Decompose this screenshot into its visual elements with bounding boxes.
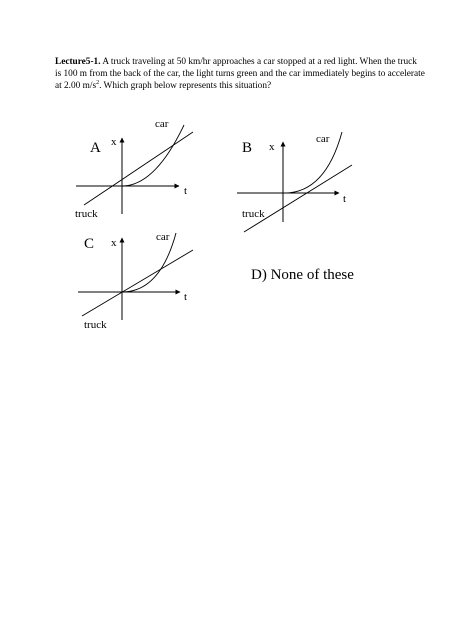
graph-a-car-label: car: [155, 118, 169, 130]
graph-b-car-curve: [283, 132, 342, 193]
graph-a-t-label: t: [184, 185, 188, 197]
graph-b-x-label: x: [269, 141, 275, 153]
graph-c-car-label: car: [156, 231, 170, 243]
question-exponent: 2: [96, 80, 100, 87]
option-d: D) None of these: [251, 267, 354, 283]
graph-a: [75, 118, 193, 220]
graph-c-truck-line: [82, 250, 193, 316]
graph-b-t-label: t: [343, 193, 347, 205]
graph-c: [78, 231, 193, 331]
graph-a-letter: A: [90, 140, 101, 156]
graph-a-x-label: x: [111, 136, 117, 148]
graph-a-car-curve: [122, 125, 184, 186]
graph-b-letter: B: [242, 140, 253, 156]
graph-b-truck-label: truck: [242, 208, 265, 220]
graph-c-truck-label: truck: [84, 319, 107, 331]
graph-c-t-label: t: [184, 291, 188, 303]
question-body-1: A truck traveling at 50 km/hr approaches a car stopped at a red light. When the truck is 100 m from the back of the car, the light turns green and the car immediately begins to accelerate at 2.00 m/s: [55, 57, 425, 92]
graph-c-letter: C: [84, 236, 95, 252]
graph-b: [237, 132, 352, 232]
graph-b-car-label: car: [316, 133, 330, 145]
question-body-2: . Which graph below represents this situation?: [99, 81, 272, 92]
graph-a-truck-label: truck: [75, 208, 98, 220]
question-number: Lecture5-1.: [55, 57, 101, 67]
graph-b-truck-line: [244, 165, 352, 232]
graph-c-x-label: x: [111, 237, 117, 249]
